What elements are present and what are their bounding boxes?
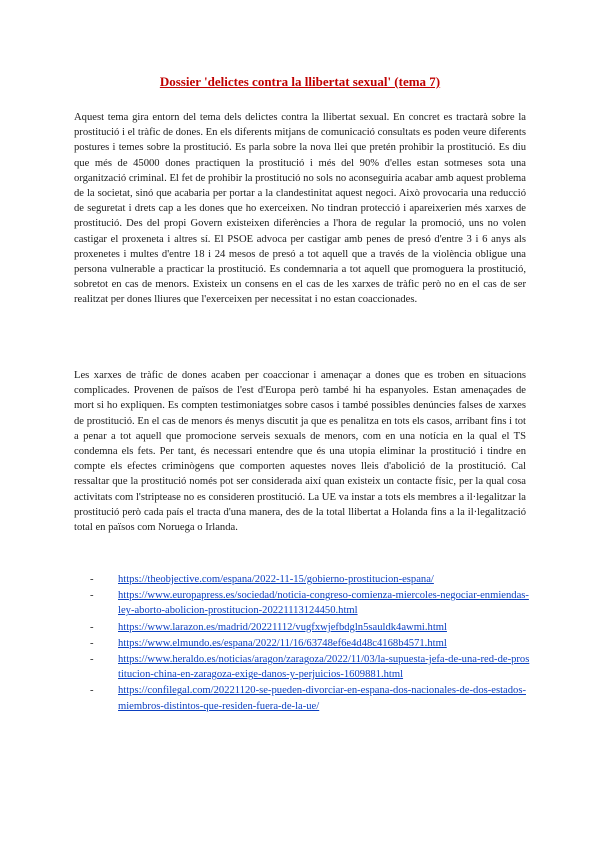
reference-link-europapress[interactable]: https://www.europapress.es/sociedad/noticia-congreso-comienza-miercoles-negociar-enmiendas-ley-aborto-abolicion-prostitucion-20221113124450.html [118,590,529,617]
reference-link-list [90,572,530,715]
reference-link-theobjective[interactable]: https://theobjective.com/espana/2022-11-15/gobierno-prostitucion-espana/ [118,574,434,585]
bullet-dash: - [90,574,94,585]
reference-link-confilegal[interactable]: https://confilegal.com/20221120-se-pueden-divorciar-en-espana-dos-nacionales-de-dos-estados-miembros-distintos-que-residen-fuera-de-la-ue/ [118,685,526,712]
bullet-dash: - [90,637,94,649]
list-item [90,636,530,651]
reference-link-heraldo[interactable]: https://www.heraldo.es/noticias/aragon/zaragoza/2022/11/03/la-supuesta-jefa-de-una-red-de-prostitucion-china-en-zaragoza-exige-danos-y-perjuicios-1609881.html [118,654,530,681]
list-item [90,683,530,713]
document-title: Dossier 'delictes contra la llibertat sexual' (tema 7) [159,74,441,89]
body-paragraph-2: Les xarxes de tràfic de dones acaben per coaccionar i amenaçar a dones que es troben en situacions complicades. Provenen de països de l'est d'Europa però també hi ha espanyoles. Estan amenaçades de mort si ho expliquen. Es compten testimoniatges sobre casos i també possibles denúncies falses de xarxes de prostitució. En el cas de menors és menys discutit ja que es penalitza en tots els casos, arribant fins i tot a penar a tot aquell que promocione serveis sexuals de menors, com en una notícia en la qual el TS condemna els fets. Per tant, és necessari entendre que és una utopia eliminar la prostitució i tindre en compte els efectes criminògens que comporten aquestes noves lleis d'abolició de la prostitució. Cal ressaltar que la prostitució només pot ser considerada així quan existeix un contacte físic, per la qual cosa activitats com l'striptease no es consideren prostitució. La UE va instar a tots els membres a il·legalitzar la prostitució però cada país el tracta d'una manera, des de la total llibertat a Holanda fins a la il·legalització total en països com Noruega o Irlanda. [74,370,526,534]
body-paragraph-1: Aquest tema gira entorn del tema dels delictes contra la llibertat sexual. En concret es tractarà sobre la prostitució i el tràfic de dones. En els diferents mitjans de comunicació consultats es poden veure diferents postures i temes sobre la prostitució. Es parla sobre la nova llei que pretén prohibir la prostitució. Es diu que més de 45000 dones practiquen la prostitució i més del 90% d'elles estan sotmeses sota una organització criminal. El fet de prohibir la prostitució no sols no aconseguiria acabar amb aquest problema de la societat, sinó que acabaria per portar a la clandestinitat aquest negoci. Això provocaria una reducció de seguretat i drets cap a les dones que ho exerceixen. No tindran protecció i apareixerien més xarxes de prostitució. Des del propi Govern existeixen diferències a l'hora de regular la promoció, uns no volen castigar el proxeneta i altres sí. El PSOE advoca per castigar amb penes de presó d'entre 3 i 6 anys als proxenetes i multes d'entre 18 i 24 mesos de presó a tot aquell que a través de la violència obligue una persona vulnerable a practicar la prostitució. Es condemnaria a tot aquell que promoguera la prostitució, sobretot en cas de menors. Existeix un consens en el cas de les xarxes de tràfic però no en el cas de ser realitzat per dones lliures que l'exerceixen per necessitat i no estan coaccionades. [74,112,526,306]
bullet-dash: - [90,590,94,602]
list-item [90,588,530,618]
reference-link-larazon[interactable]: https://www.larazon.es/madrid/20221112/vugfxwjefbdgln5sauldk4awmi.html [118,621,447,633]
bullet-dash: - [90,685,94,697]
bullet-dash: - [90,654,94,666]
bullet-dash: - [90,621,94,633]
list-item [90,652,530,682]
reference-link-elmundo[interactable]: https://www.elmundo.es/espana/2022/11/16/63748ef6e4d48c4168b4571.html [118,637,447,649]
list-item [90,572,530,587]
list-item [90,620,530,635]
